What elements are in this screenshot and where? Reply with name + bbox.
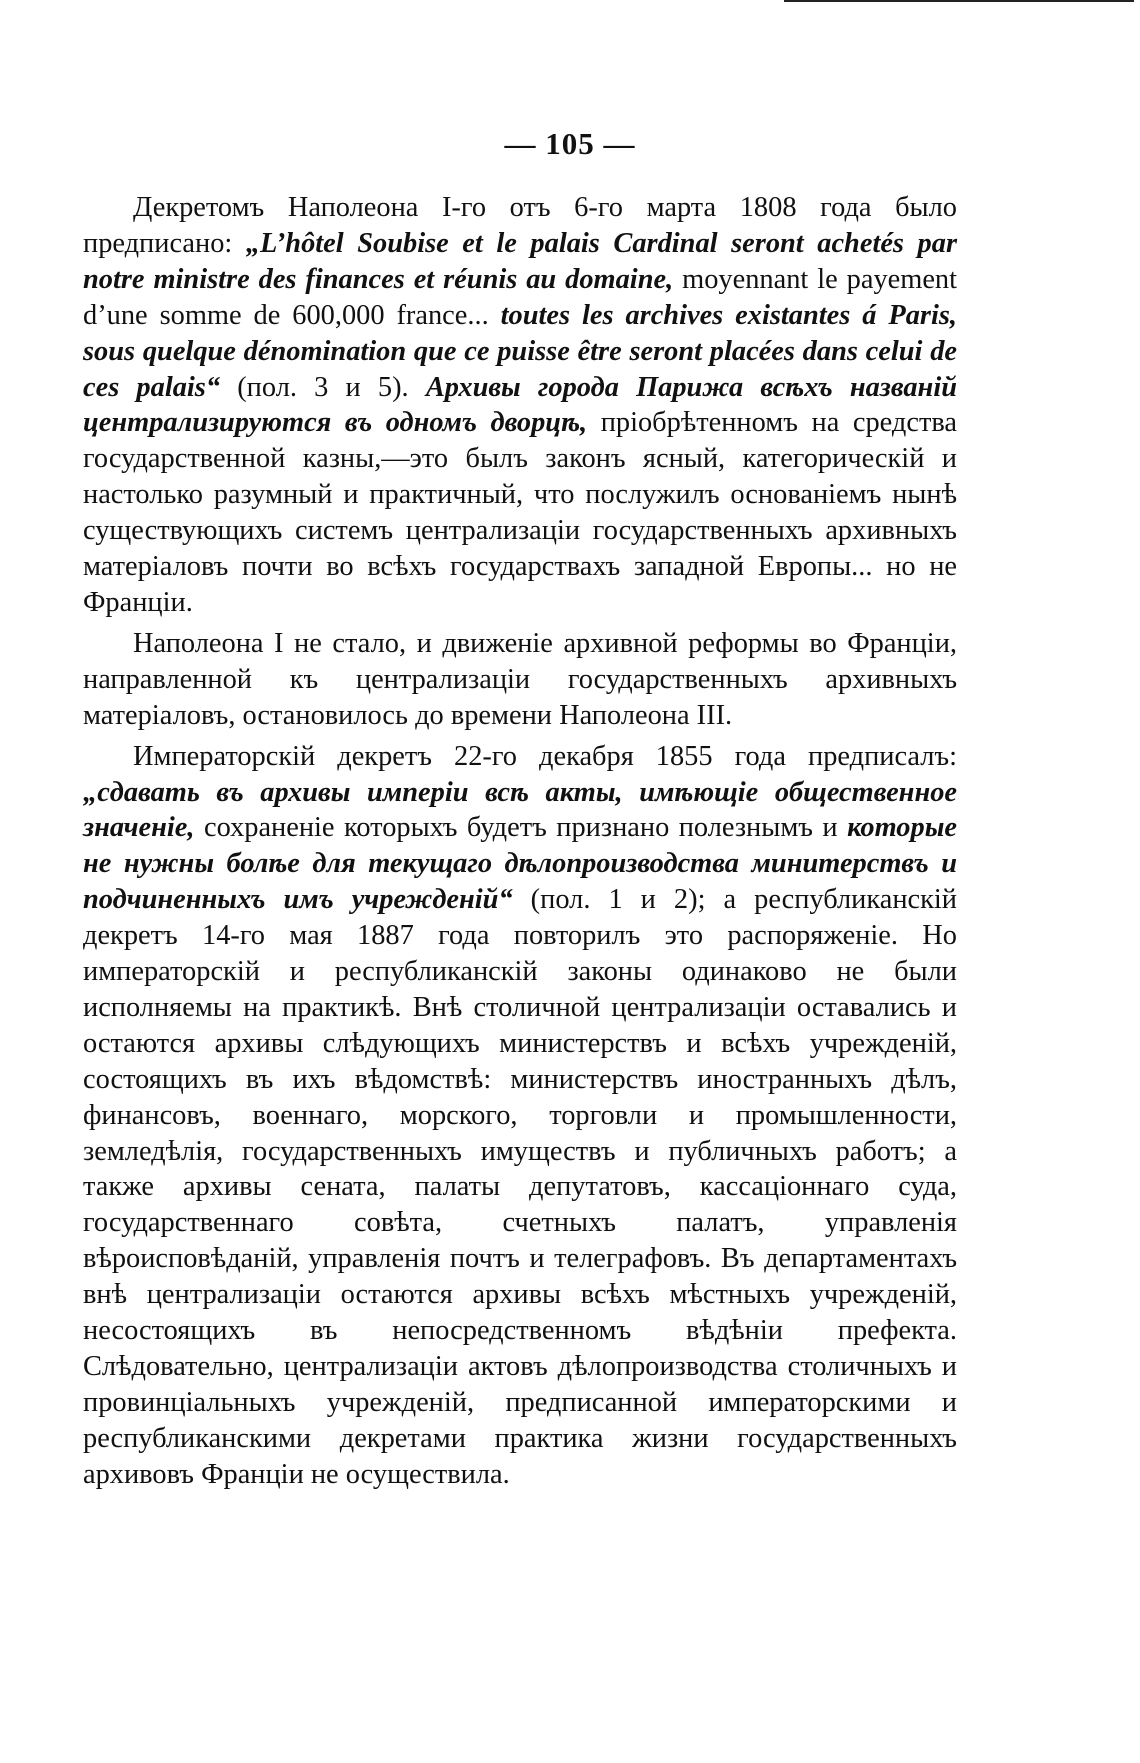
paragraph-2: [83, 626, 957, 734]
text-run: сохраненіе которыхъ будетъ признано полезнымъ и: [194, 812, 848, 844]
text-run: (пол. 1 и 2); а республиканскій декретъ 14-го мая 1887 года повторилъ это распоряженіе. Но императорскій и республиканскій законы одинаково не были исполняемы на практикѣ. Внѣ столичной централизаціи оставались и остаются архивы слѣдующихъ министерствъ и всѣхъ учрежденій, состоящихъ въ ихъ вѣдомствѣ: министерствъ иностранныхъ дѣлъ, финансовъ, военнаго, морского, торговли и промышленности, земледѣлія, государственныхъ имуществъ и публичныхъ работъ; а также архивы сената, палаты депутатовъ, кассаціоннаго суда, государственнаго совѣта, счетныхъ палатъ, управленія вѣроисповѣданій, управленія почтъ и телеграфовъ. Въ департаментахъ внѣ централизаціи остаются архивы всѣхъ мѣстныхъ учрежденій, несостоящихъ въ непосредственномъ вѣдѣніи префекта. Слѣдовательно, централизаціи актовъ дѣлопроизводства столичныхъ и провинціальныхъ учрежденій, предписанной императорскими и республиканскими декретами практика жизни государственныхъ архивовъ Франціи не осуществила.: [83, 884, 957, 1490]
paragraph-3: [83, 739, 957, 1493]
italic-emphasis: Архивы города Парижа всѣхъ названій централизируются въ одномъ дворцѣ,: [83, 371, 957, 439]
text-run: Декретомъ Наполеона I-го отъ 6-го марта 1808 года было предписано:: [83, 192, 957, 259]
text-run: Императорскій декретъ 22-го декабря 1855 года предписалъ:: [133, 740, 957, 772]
text-run: Наполеона I не стало, и движеніе архивной реформы во Франціи, направленной къ централизаціи государственныхъ архивныхъ матеріаловъ, остановилось до времени Наполеона III.: [83, 627, 957, 731]
italic-french-quote: toutes les archives existantes á Paris, sous quelque dénomination que ce puisse être seront placées dans celui de ces palais“: [83, 299, 957, 403]
italic-decree-quote: „сдавать въ архивы имперіи всѣ акты, имѣющіе общественное значеніе,: [83, 776, 957, 844]
text-run: moyennant le payement d’une somme de 600,000 france...: [83, 263, 958, 331]
paragraph-1: [83, 190, 957, 621]
italic-french-quote: „L’hôtel Soubise et le palais Cardinal seront achetés par notre ministre des finances et réunis au domaine,: [83, 227, 957, 295]
italic-decree-quote: которые не нужны болѣе для текущаго дѣлопроизводства минитерствъ и подчиненныхъ имъ учрежденій“: [83, 812, 957, 916]
text-run: пріобрѣтенномъ на средства государственной казны,—это былъ законъ ясный, категорическій и настолько разумный и практичный, что послужилъ основаніемъ нынѣ существующихъ системъ централизаціи государственныхъ архивныхъ матеріаловъ почти во всѣхъ государствахъ западной Европы... но не Франціи.: [83, 407, 957, 618]
text-run: (пол. 3 и 5).: [220, 371, 426, 403]
body-text: [83, 190, 957, 1493]
page-number: — 105 —: [504, 126, 636, 161]
